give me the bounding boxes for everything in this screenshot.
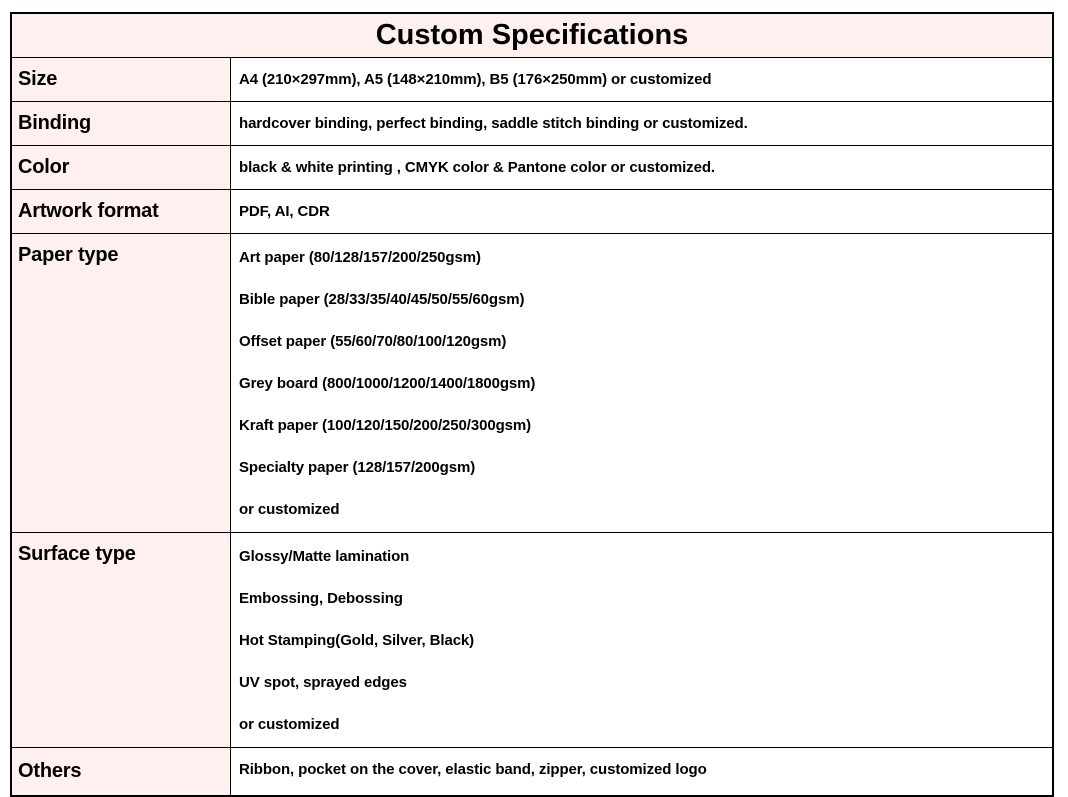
row-label-artwork-format: Artwork format [12,190,231,233]
value-line: black & white printing , CMYK color & Pantone color or customized. [239,158,715,176]
row-value-others [231,748,1052,795]
row-value-binding [231,102,1052,145]
value-line: hardcover binding, perfect binding, saddle stitch binding or customized. [239,114,748,132]
row-label-size: Size [12,58,231,101]
row-label-color: Color [12,146,231,189]
table-header-row [12,14,1052,58]
table-row-others [12,748,1052,795]
value-line: A4 (210×297mm), A5 (148×210mm), B5 (176×250mm) or customized [239,70,712,88]
row-value-surface-type [231,533,1052,747]
value-line: Specialty paper (128/157/200gsm) [239,458,476,476]
row-value-size [231,58,1052,101]
table-row-surface-type [12,533,1052,748]
table-row-color [12,146,1052,190]
value-line: Hot Stamping(Gold, Silver, Black) [239,631,475,649]
value-line: Offset paper (55/60/70/80/100/120gsm) [239,332,507,350]
table-row-artwork-format [12,190,1052,234]
value-line: or customized [239,500,340,518]
value-line: Bible paper (28/33/35/40/45/50/55/60gsm) [239,290,525,308]
table-title: Custom Specifications [375,19,689,51]
value-line: Ribbon, pocket on the cover, elastic band, zipper, customized logo [239,760,707,778]
value-line: PDF, AI, CDR [239,202,330,220]
value-line: Grey board (800/1000/1200/1400/1800gsm) [239,374,536,392]
value-line: or customized [239,715,340,733]
custom-specifications-table [10,12,1054,797]
row-label-surface-type: Surface type [12,533,231,747]
value-line: Embossing, Debossing [239,589,403,607]
row-value-artwork-format [231,190,1052,233]
value-line: UV spot, sprayed edges [239,673,407,691]
row-value-color [231,146,1052,189]
row-label-others: Others [12,748,231,795]
table-row-paper-type [12,234,1052,533]
value-line: Art paper (80/128/157/200/250gsm) [239,248,481,266]
table-row-size [12,58,1052,102]
row-label-binding: Binding [12,102,231,145]
row-value-paper-type [231,234,1052,532]
table-row-binding [12,102,1052,146]
value-line: Kraft paper (100/120/150/200/250/300gsm) [239,416,532,434]
value-line: Glossy/Matte lamination [239,547,410,565]
row-label-paper-type: Paper type [12,234,231,532]
